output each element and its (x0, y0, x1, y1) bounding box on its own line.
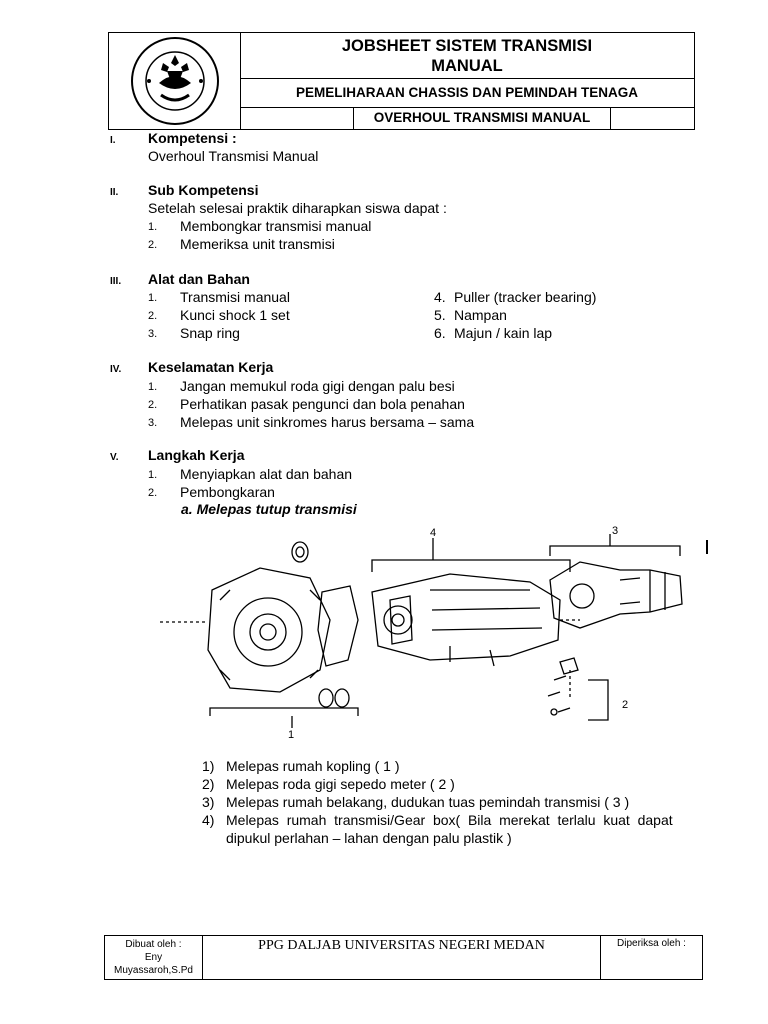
made-by-label: Dibuat oleh : (125, 939, 182, 950)
section-number: II. (110, 187, 119, 198)
section-title: Kompetensi : (148, 130, 237, 146)
list-item: Snap ring (180, 325, 240, 341)
checked-by-label: Diperiksa oleh : (617, 938, 686, 949)
step-text-continued: dipukul perlahan – lahan dengan palu plastik ) (226, 830, 512, 846)
title-cell (240, 33, 694, 79)
list-item: Menyiapkan alat dan bahan (180, 466, 353, 482)
university-logo (109, 33, 240, 129)
section-text: Overhoul Transmisi Manual (148, 148, 319, 164)
title-line2: MANUAL (431, 57, 503, 75)
topic: OVERHOUL TRANSMISI MANUAL (353, 107, 611, 129)
list-number: 2. (148, 310, 158, 322)
figure-label-1: 1 (288, 729, 295, 741)
list-item: Memeriksa unit transmisi (180, 236, 335, 252)
list-item: Transmisi manual (180, 289, 290, 305)
step-text: Melepas rumah belakang, dudukan tuas pemindah transmisi ( 3 ) (226, 794, 630, 810)
step-number: 2) (202, 776, 215, 792)
title-line1: JOBSHEET SISTEM TRANSMISI (341, 37, 593, 55)
list-item: Membongkar transmisi manual (180, 218, 372, 234)
step-text: Melepas rumah transmisi/Gear box( Bila merekat terlalu kuat dapat (226, 812, 673, 828)
list-number: 2. (148, 399, 158, 411)
section-number: V. (110, 452, 119, 463)
list-number: 1. (148, 292, 158, 304)
made-by-cell (105, 936, 203, 979)
list-item: Majun / kain lap (454, 325, 553, 341)
made-by-name: Muyassaroh,S.Pd (114, 965, 193, 976)
list-item: Nampan (454, 307, 507, 323)
header-table (108, 32, 695, 130)
list-number: 3. (148, 417, 158, 429)
section-number: III. (110, 276, 122, 287)
section-number: I. (110, 135, 116, 146)
transmission-diagram (150, 520, 710, 750)
subtitle: PEMELIHARAAN CHASSIS DAN PEMINDAH TENAGA (240, 79, 694, 108)
list-number: 2. (148, 239, 158, 251)
list-item: Jangan memukul roda gigi dengan palu besi (180, 378, 455, 394)
list-number: 3. (148, 328, 158, 340)
logo-cell (109, 33, 241, 129)
transmission-exploded-figure (150, 520, 710, 750)
list-item: Puller (tracker bearing) (454, 289, 597, 305)
footer-institution: PPG DALJAB UNIVERSITAS NEGERI MEDAN (203, 936, 601, 979)
figure-label-4: 4 (430, 527, 437, 539)
step-text: Melepas roda gigi sepedo meter ( 2 ) (226, 776, 455, 792)
list-number: 1. (148, 469, 158, 481)
step-number: 4) (202, 812, 215, 828)
list-item: Kunci shock 1 set (180, 307, 290, 323)
step-number: 3) (202, 794, 215, 810)
subsection-title: a. Melepas tutup transmisi (181, 501, 357, 517)
made-by-name: Eny (144, 952, 163, 963)
section-title: Keselamatan Kerja (148, 359, 274, 375)
figure-label-3: 3 (612, 525, 619, 537)
section-intro: Setelah selesai praktik diharapkan siswa dapat : (148, 200, 447, 216)
step-text: Melepas rumah kopling ( 1 ) (226, 758, 400, 774)
list-number: 5. (434, 307, 446, 323)
list-item: Melepas unit sinkromes harus bersama – sama (180, 414, 475, 430)
section-title: Sub Kompetensi (148, 182, 259, 198)
list-item: Perhatikan pasak pengunci dan bola penahan (180, 396, 465, 412)
list-item: Pembongkaran (180, 484, 275, 500)
list-number: 1. (148, 381, 158, 393)
section-title: Alat dan Bahan (148, 271, 250, 287)
figure-label-2: 2 (622, 699, 629, 711)
section-number: IV. (110, 364, 122, 375)
list-number: 1. (148, 221, 158, 233)
section-title: Langkah Kerja (148, 447, 245, 463)
list-number: 6. (434, 325, 446, 341)
footer-table (104, 935, 703, 980)
list-number: 2. (148, 487, 158, 499)
step-number: 1) (202, 758, 215, 774)
list-number: 4. (434, 289, 446, 305)
